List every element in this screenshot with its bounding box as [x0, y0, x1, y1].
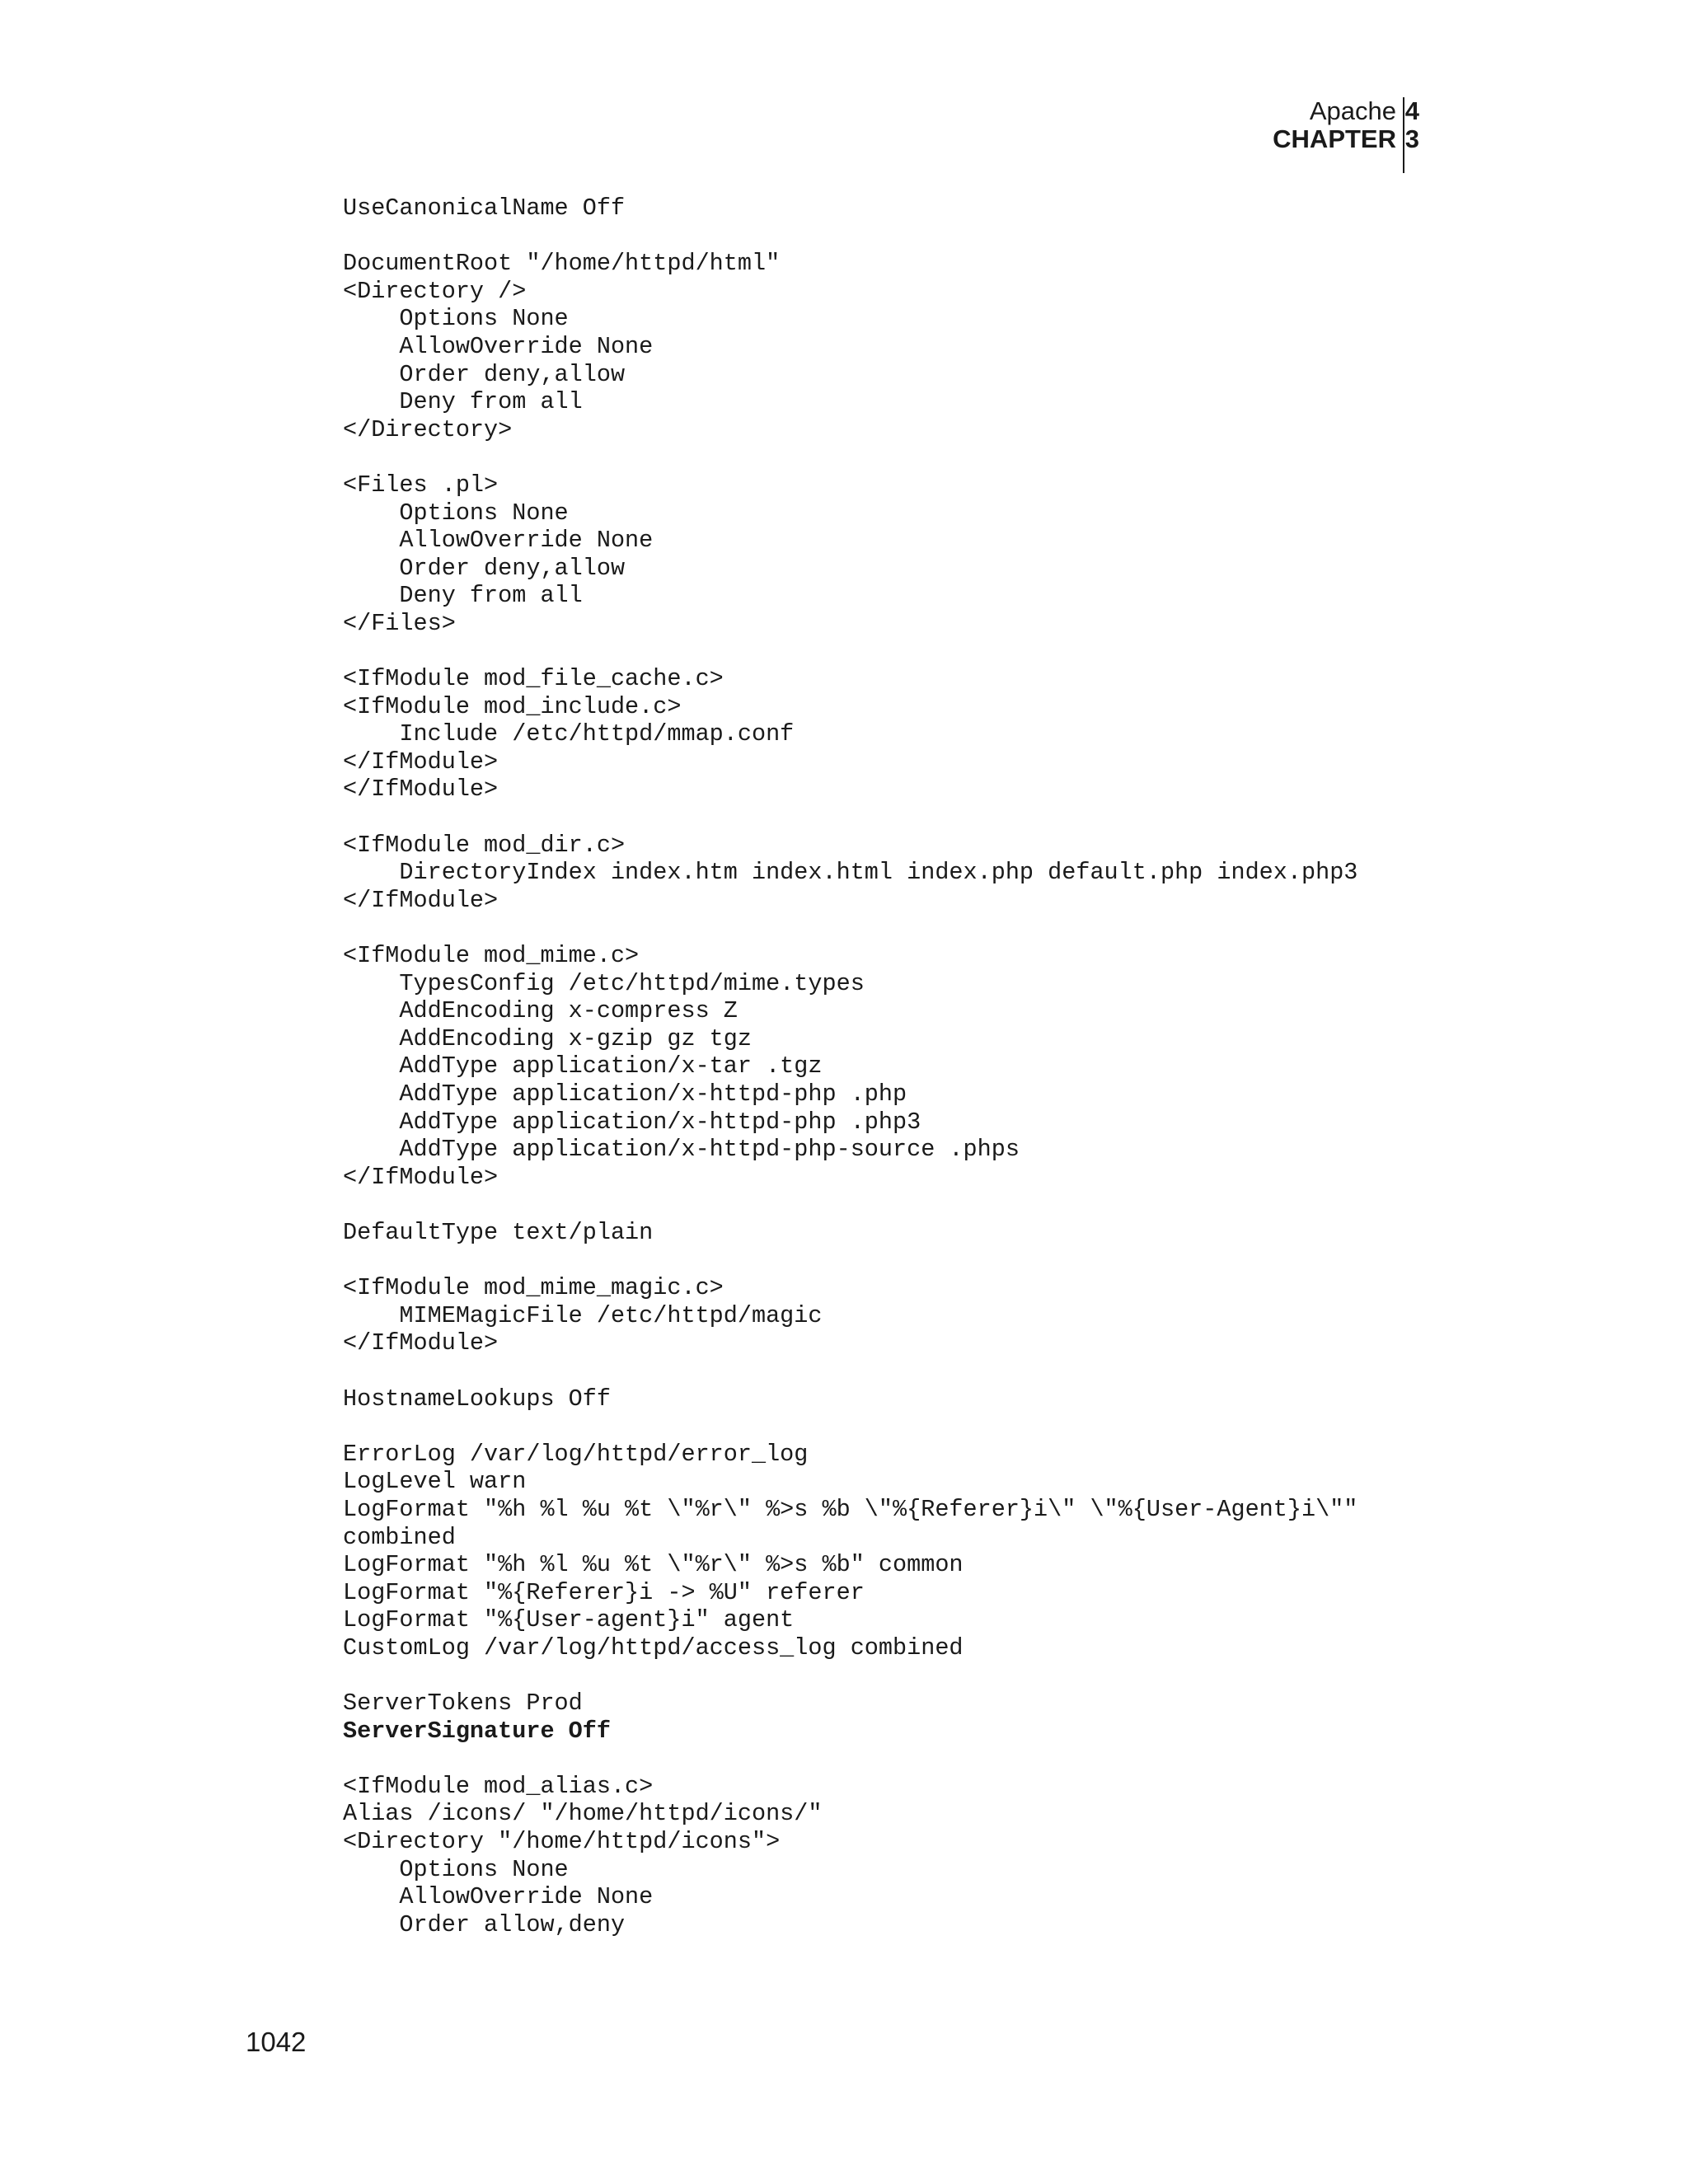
code-line: AddType application/x-httpd-php-source .phps	[343, 1136, 1020, 1164]
code-line: </Files>	[343, 609, 456, 637]
chapter-number-digit-2: 3	[1404, 124, 1419, 153]
code-line	[343, 804, 1579, 832]
code-line	[343, 443, 1579, 471]
code-line: Order allow,deny	[343, 1910, 626, 1938]
code-line: </IfModule>	[343, 776, 499, 804]
code-line: </Directory>	[343, 415, 513, 443]
code-line: DirectoryIndex index.htm index.html index.php default.php index.php3	[343, 859, 1358, 887]
code-line	[343, 914, 1579, 942]
code-line	[343, 1661, 1579, 1690]
code-line: <Directory />	[343, 277, 527, 305]
code-line: <IfModule mod_mime.c>	[343, 942, 640, 970]
code-line: LogLevel warn	[343, 1468, 527, 1496]
code-line: LogFormat "%{Referer}i -> %U" referer	[343, 1578, 865, 1606]
code-line: Include /etc/httpd/mmap.conf	[343, 720, 795, 748]
code-line: <Files .pl>	[343, 471, 499, 499]
code-line: LogFormat "%h %l %u %t \"%r\" %>s %b" common	[343, 1551, 964, 1579]
code-line: <IfModule mod_mime_magic.c>	[343, 1274, 724, 1302]
code-line: <IfModule mod_alias.c>	[343, 1772, 654, 1800]
code-line	[343, 1247, 1579, 1275]
page-number: 1042	[246, 2027, 307, 2057]
code-line: TypesConfig /etc/httpd/mime.types	[343, 969, 865, 997]
code-line: AddType application/x-httpd-php .php3	[343, 1108, 921, 1136]
code-line: Options None	[343, 305, 569, 333]
code-line: UseCanonicalName Off	[343, 194, 626, 222]
code-line: Deny from all	[343, 582, 583, 610]
code-line: ServerTokens Prod	[343, 1690, 583, 1718]
running-header	[1154, 97, 1429, 173]
code-line: LogFormat "%{User-agent}i" agent	[343, 1606, 795, 1634]
code-line: Deny from all	[343, 388, 583, 416]
code-line	[343, 638, 1579, 666]
code-line: MIMEMagicFile /etc/httpd/magic	[343, 1301, 823, 1329]
code-line: </IfModule>	[343, 748, 499, 776]
code-line: AddEncoding x-compress Z	[343, 997, 738, 1025]
code-line: AddType application/x-tar .tgz	[343, 1052, 823, 1080]
code-line: AllowOverride None	[343, 332, 654, 360]
code-line	[343, 1745, 1579, 1773]
code-line: <IfModule mod_dir.c>	[343, 831, 626, 859]
code-line: Options None	[343, 499, 569, 527]
code-line	[343, 1191, 1579, 1219]
code-line	[343, 223, 1579, 251]
chapter-number-digit-1: 4	[1404, 96, 1419, 125]
code-line: CustomLog /var/log/httpd/access_log combined	[343, 1633, 964, 1661]
code-line: ErrorLog /var/log/httpd/error_log	[343, 1440, 809, 1468]
code-listing	[343, 194, 1579, 1938]
code-line: AllowOverride None	[343, 527, 654, 555]
code-line: LogFormat "%h %l %u %t \"%r\" %>s %b \"%{Referer}i\" \"%{User-Agent}i\""	[343, 1495, 1358, 1523]
code-line: </IfModule>	[343, 1163, 499, 1191]
header-title: Apache	[1309, 96, 1396, 125]
code-line: AddType application/x-httpd-php .php	[343, 1080, 907, 1108]
code-line: Options None	[343, 1855, 569, 1883]
code-line: AddEncoding x-gzip gz tgz	[343, 1024, 752, 1052]
code-line: ServerSignature Off	[343, 1717, 611, 1745]
code-line: </IfModule>	[343, 886, 499, 914]
code-line: AllowOverride None	[343, 1883, 654, 1911]
code-line: Order deny,allow	[343, 554, 626, 582]
code-line: DefaultType text/plain	[343, 1218, 654, 1246]
code-line: <IfModule mod_include.c>	[343, 692, 682, 720]
code-line: <Directory "/home/httpd/icons">	[343, 1828, 781, 1856]
header-divider	[1403, 97, 1404, 173]
code-line: HostnameLookups Off	[343, 1385, 611, 1413]
chapter-number	[1405, 97, 1419, 153]
code-line: Alias /icons/ "/home/httpd/icons/"	[343, 1800, 823, 1828]
code-line	[343, 1413, 1579, 1441]
chapter-label: CHAPTER	[1273, 124, 1396, 153]
code-line: DocumentRoot "/home/httpd/html"	[343, 250, 781, 278]
header-labels	[1273, 97, 1396, 153]
code-line: Order deny,allow	[343, 360, 626, 388]
code-line: combined	[343, 1523, 456, 1551]
code-line: </IfModule>	[343, 1329, 499, 1357]
code-line	[343, 1357, 1579, 1385]
code-line: <IfModule mod_file_cache.c>	[343, 665, 724, 693]
